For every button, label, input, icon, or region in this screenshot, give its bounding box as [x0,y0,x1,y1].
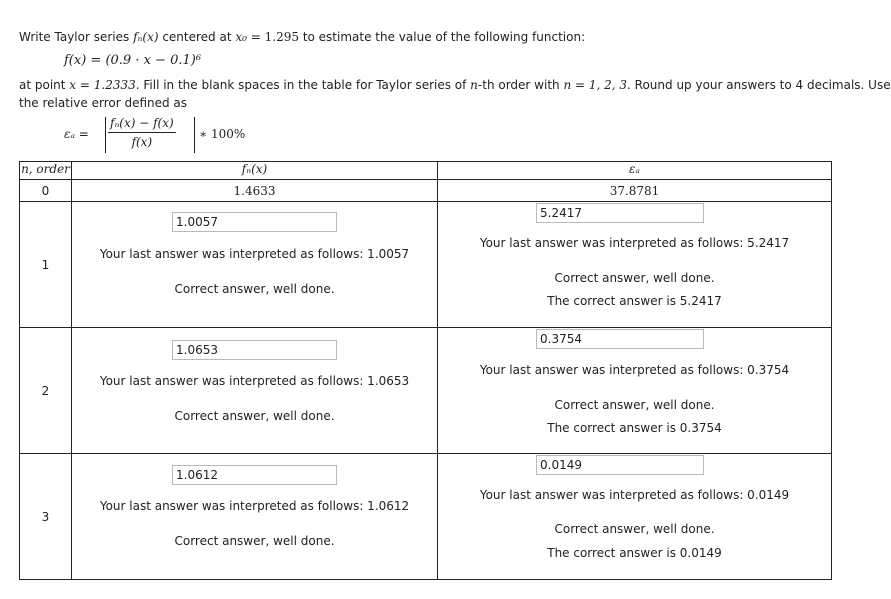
error-correct-text: The correct answer is 5.2417 [547,294,722,308]
order-cell: 0 [20,180,72,202]
error-feedback-text: Correct answer, well done. [554,398,715,412]
abs-bar-left [105,117,106,153]
table-row-0 [20,180,832,202]
error-correct-text: The correct answer is 0.3754 [547,421,722,435]
fn-answer-cell [72,202,438,328]
header-fn: fₙ(x) [72,162,438,180]
fn-answer-cell [72,328,438,454]
function-definition: f(x) = (0.9 · x − 0.1)⁶ [64,53,202,68]
fn-value-cell: 1.4633 [72,180,438,202]
error-interpreted-text: Your last answer was interpreted as follows: 5.2417 [479,236,790,250]
error-interpreted-text: Your last answer was interpreted as follows: 0.3754 [479,363,790,377]
x0-symbol: x₀ [235,30,247,44]
error-fraction [108,116,176,149]
table-row-1 [20,202,832,328]
error-answer-input[interactable] [536,455,704,475]
problem-line3: the relative error defined as [19,96,188,110]
table-row-2 [20,328,832,454]
abs-bar-right [194,117,195,153]
error-answer-cell [438,328,832,454]
error-answer-input[interactable] [536,329,704,349]
header-error: εₐ [438,162,832,180]
error-formula-lhs: εₐ = [64,127,89,141]
fn-answer-input[interactable] [172,340,337,360]
error-answer-cell [438,202,832,328]
fn-feedback-text: Correct answer, well done. [174,282,335,296]
error-value-cell: 37.8781 [438,180,832,202]
fn-answer-cell [72,454,438,580]
table-row-3 [20,454,832,580]
fn-answer-input[interactable] [172,212,337,232]
fn-feedback-text: Correct answer, well done. [174,534,335,548]
order-cell: 1 [20,202,72,328]
fn-interpreted-text: Your last answer was interpreted as follows: 1.0653 [99,374,410,388]
order-cell: 2 [20,328,72,454]
table-header-row [20,162,832,180]
order-cell: 3 [20,454,72,580]
x0-value: = 1.295 [246,30,299,44]
error-interpreted-text: Your last answer was interpreted as follows: 0.0149 [479,488,790,502]
fn-feedback-text: Correct answer, well done. [174,409,335,423]
problem-intro: Write Taylor series fₙ(x) centered at x₀ = 1.295 to estimate the value of the following function: [19,30,586,44]
error-denominator: f(x) [131,135,153,149]
error-answer-input[interactable] [536,203,704,223]
taylor-table [19,161,832,580]
error-feedback-text: Correct answer, well done. [554,271,715,285]
fn-interpreted-text: Your last answer was interpreted as follows: 1.0057 [99,247,410,261]
error-numerator: fₙ(x) − f(x) [108,116,176,133]
error-correct-text: The correct answer is 0.0149 [547,546,722,560]
fn-symbol: fₙ(x) [133,30,159,44]
fn-answer-input[interactable] [172,465,337,485]
error-answer-cell [438,454,832,580]
error-formula-rhs: ∗ 100% [199,127,246,141]
fn-interpreted-text: Your last answer was interpreted as follows: 1.0612 [99,499,410,513]
evaluation-point: x = 1.2333 [69,78,136,92]
error-feedback-text: Correct answer, well done. [554,522,715,536]
problem-line2: at point x = 1.2333. Fill in the blank spaces in the table for Taylor series of n-th order with n = 1, 2, 3. Round up your answers to 4 decimals. Use [19,78,891,92]
header-order: n, order [20,162,72,180]
order-values: n = 1, 2, 3 [563,78,628,92]
